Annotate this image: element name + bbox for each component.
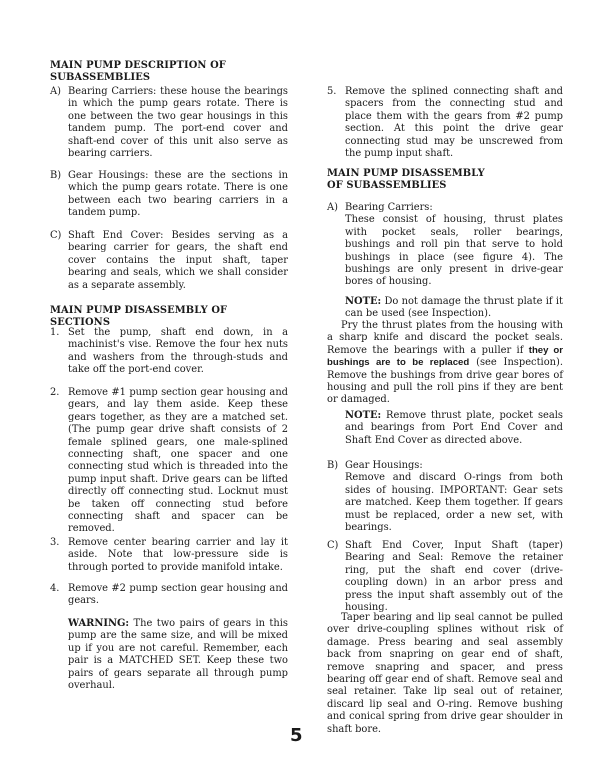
- step-5-text: Remove the splined connecting shaft and spacers from the connecting stud and place them with the gears from #2 pump section. At this point the drive gear connecting stud may be unscrewed from the pump input shaft.: [345, 86, 563, 160]
- desc-item-c-text: Shaft End Cover: Besides serving as a bearing carrier for gears, the shaft end cover contains the input shaft, taper bearing and seals, which we shall consider as a separate assembly.: [68, 230, 288, 291]
- step-3-label: 3.: [50, 537, 60, 548]
- sub-item-c-text: Shaft End Cover, Input Shaft (taper) Bearing and Seal: Remove the retainer ring, put the shaft end cover (drive-coupling down) in an arbor press and press the input shaft assembly out of the housing.: [345, 540, 563, 614]
- warning-text: The two pairs of gears in this pump are the same size, and will be mixed up if you are not careful. Remember, each pair is a MATCHED SET. Keep these two pairs of gears separate all through pump overhaul.: [68, 618, 288, 692]
- step-4-text: Remove #2 pump section gear housing and gears.: [68, 583, 288, 607]
- desc-item-c-label: C): [50, 230, 62, 241]
- step-5-label: 5.: [327, 86, 337, 97]
- final-paragraph: Taper bearing and lip seal cannot be pulled over drive-coupling splines without risk of damage. Press bearing and seal assembly back from snapring on gear end of shaft, remove snapring and spacer, and press bearing off gear end of shaft. Remove seal and seal retainer. Take lip seal out of retainer, discard lip seal and O-ring. Remove bushing and conical spring from drive gear shoulder in shaft bore.: [327, 612, 563, 735]
- step-1-text: Set the pump, shaft end down, in a machinist's vise. Remove the four hex nuts and washers from the through-studs and take off the port-end cover.: [68, 327, 288, 376]
- pry-paragraph: [327, 320, 563, 407]
- sub-item-b-body: [345, 460, 563, 534]
- pry-bold-text: they or bushings are to be replaced: [327, 344, 563, 369]
- heading-description-subassemblies: MAIN PUMP DESCRIPTION OF SUBASSEMBLIES: [50, 60, 226, 84]
- warning-note: [68, 618, 288, 692]
- sub-item-b-text: Remove and discard O-rings from both sides of housing. IMPORTANT: Gear sets are matched. Keep them together. If gears must be replaced, order a new set, with bearings.: [345, 472, 563, 534]
- sub-item-a-body: [345, 202, 563, 289]
- note-2: [345, 410, 563, 447]
- desc-item-b-label: B): [50, 170, 62, 181]
- desc-item-b: [50, 170, 288, 220]
- sub-item-a-title: Bearing Carriers:: [345, 202, 433, 213]
- step-2-label: 2.: [50, 387, 60, 398]
- sub-item-c-label: C): [327, 540, 339, 551]
- desc-item-a-text: Bearing Carriers: these house the bearings in which the pump gears rotate. There is one between the two gear housings in this tandem pump. The port-end cover and shaft-end cover of this unit also serve as bearing carriers.: [68, 86, 288, 160]
- sub-item-b: [327, 460, 563, 534]
- desc-item-b-text: Gear Housings: these are the sections in which the pump gears rotate. There is one between each two bearing carriers in a tandem pump.: [68, 170, 288, 219]
- step-3: [50, 537, 288, 574]
- sub-item-a-text: These consist of housing, thrust plates with pocket seals, roller bearings, bushings and roll pin that serve to hold bushings in place (see figure 4). The bushings are only present in drive-gear bores of housing.: [345, 214, 563, 288]
- step-2-text: Remove #1 pump section gear housing and gears, and lay them aside. Keep these gears together, as they are a matched set. (The pump gear drive shaft consists of 2 female splined gears, one male-splined connecting shaft, one spacer and one connecting stud which is threaded into the pump input shaft. Drive gears can be lifted directly off connecting stud. Locknut must be taken off connecting stud before connecting shaft and spacer can be removed.: [68, 387, 288, 535]
- warning-label: WARNING:: [68, 618, 130, 629]
- page-number: 5: [290, 725, 303, 746]
- note-2-label: NOTE:: [345, 410, 382, 421]
- note-2-text: Remove thrust plate, pocket seals and bearings from Port End Cover and Shaft End Cover as directed above.: [345, 410, 563, 446]
- sub-item-b-label: B): [327, 460, 339, 471]
- step-1: [50, 327, 288, 377]
- note-1: [345, 296, 563, 321]
- note-1-text: Do not damage the thrust plate if it can be used (see Inspection).: [345, 296, 563, 320]
- sub-item-b-title: Gear Housings:: [345, 460, 423, 471]
- pry-text-1: Pry the thrust plates from the housing with a sharp knife and discard the pocket seals. Remove the bearings with a puller if: [327, 320, 563, 356]
- step-3-text: Remove center bearing carrier and lay it aside. Note that low-pressure side is through ported to provide manifold intake.: [68, 537, 288, 573]
- heading-disassembly-sections: MAIN PUMP DISASSEMBLY OF SECTIONS: [50, 305, 228, 329]
- note-1-label: NOTE:: [345, 296, 382, 307]
- desc-item-a: [50, 86, 288, 160]
- step-4: [50, 583, 288, 608]
- desc-item-c: [50, 230, 288, 292]
- sub-item-c: [327, 540, 563, 614]
- heading-disassembly-subassemblies: MAIN PUMP DISASSEMBLY OF SUBASSEMBLIES: [327, 168, 485, 192]
- sub-item-a: [327, 202, 563, 289]
- sub-item-a-label: A): [327, 202, 338, 213]
- step-4-label: 4.: [50, 583, 60, 594]
- desc-item-a-label: A): [50, 86, 61, 97]
- step-2: [50, 387, 288, 536]
- step-1-label: 1.: [50, 327, 60, 338]
- pry-text-2: (see Inspection). Remove the bushings from drive gear bores of housing and pull the roll pins if they are bent or damaged.: [327, 357, 563, 406]
- step-5: [327, 86, 563, 160]
